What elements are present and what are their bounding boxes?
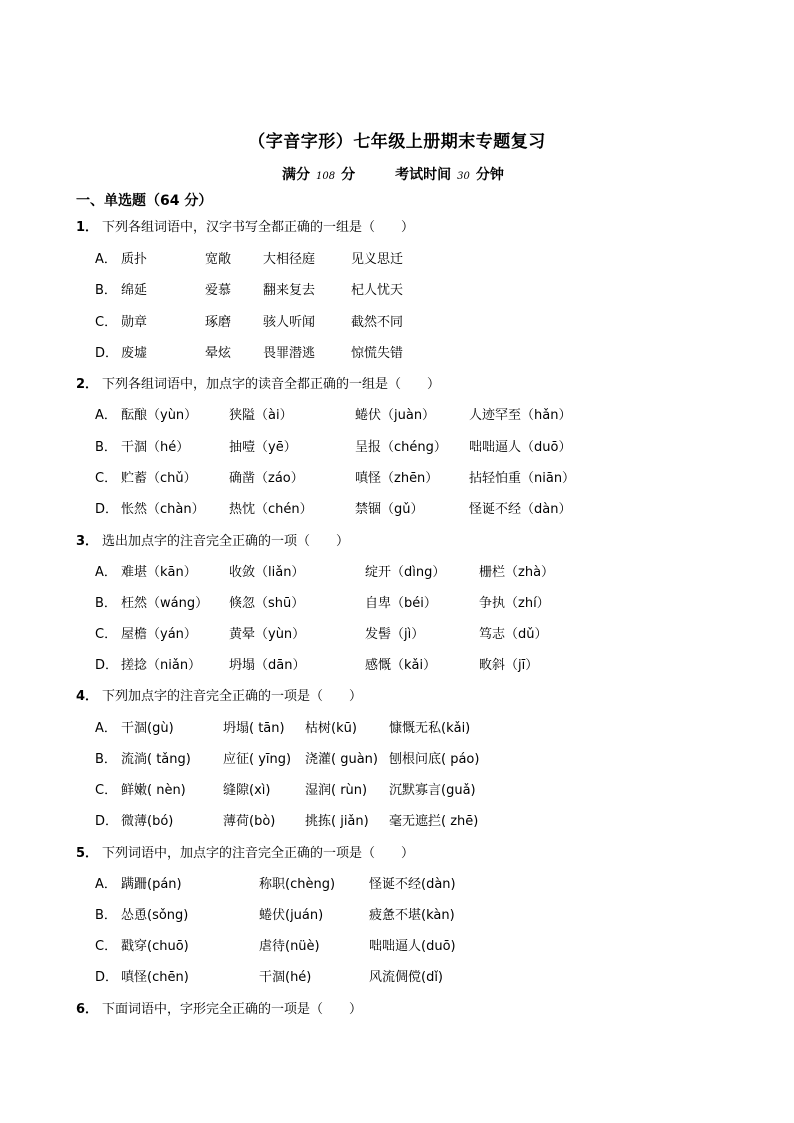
- question-2: [76, 373, 440, 392]
- option-item: 自卑（béi）: [365, 596, 437, 611]
- option-item: 嗔怪（zhēn）: [355, 471, 439, 486]
- question-number: 3．: [76, 534, 99, 549]
- option-item: 笃志（dǔ）: [479, 627, 548, 642]
- option-item: 蜷伏(juán): [259, 908, 324, 923]
- option-item: 疲惫不堪(kàn): [369, 908, 455, 923]
- option-item: 怪诞不经（dàn）: [469, 502, 572, 517]
- option-item: 虐待(nüè): [259, 939, 320, 954]
- option-item: 鲜嫩( nèn): [121, 783, 186, 798]
- option-item: 怂恿(sǒng): [121, 908, 189, 923]
- option-item: 挑拣( jiǎn): [305, 814, 369, 829]
- question-stem: 下列加点字的注音完全正确的一项是（ ）: [102, 689, 363, 704]
- option-label: A．: [95, 877, 117, 892]
- question-stem: 下列词语中，加点字的注音完全正确的一项是（ ）: [102, 846, 415, 861]
- question-stem: 下列各组词语中，加点字的读音全都正确的一组是（ ）: [102, 377, 441, 392]
- option-item: 应征( yīng): [223, 752, 292, 767]
- question-number: 5．: [76, 846, 99, 861]
- option-item: 毫无遮拦( zhē): [389, 814, 479, 829]
- option-item: 慷慨无私(kǎi): [389, 721, 471, 736]
- option-label: A．: [95, 721, 117, 736]
- option-label: D．: [95, 502, 119, 517]
- option-item: 确凿（záo）: [229, 471, 304, 486]
- option-item: 倏忽（shū）: [229, 596, 305, 611]
- option-label: C．: [95, 783, 118, 798]
- question-6: [76, 998, 362, 1017]
- option-label: C．: [95, 315, 118, 330]
- option-label: A．: [95, 408, 117, 423]
- option-item: 晕炫: [205, 346, 232, 361]
- option-item: 干涸（hé）: [121, 440, 190, 455]
- question-3: [76, 530, 349, 549]
- option-item: 绽开（dìng）: [365, 565, 446, 580]
- option-item: 刨根问底( páo): [389, 752, 480, 767]
- option-item: 呈报（chéng）: [355, 440, 447, 455]
- option-item: 蹒跚(pán): [121, 877, 182, 892]
- option-item: 酝酿（yùn）: [121, 408, 198, 423]
- option-item: 禁锢（gǔ）: [355, 502, 424, 517]
- option-label: D．: [95, 814, 119, 829]
- option-item: 风流倜傥(dǐ): [369, 970, 444, 985]
- option-label: B．: [95, 752, 117, 767]
- score-label: 满分: [282, 167, 310, 183]
- option-item: 热忱（chén）: [229, 502, 313, 517]
- question-1: [76, 216, 414, 235]
- option-item: 人迹罕至（hǎn）: [469, 408, 572, 423]
- option-item: 狭隘（ài）: [229, 408, 293, 423]
- option-item: 沉默寡言(guǎ): [389, 783, 476, 798]
- option-label: D．: [95, 346, 119, 361]
- option-item: 畏罪潜逃: [263, 346, 316, 361]
- option-item: 难堪（kān）: [121, 565, 197, 580]
- option-item: 截然不同: [351, 315, 404, 330]
- option-item: 翻来复去: [263, 283, 316, 298]
- option-item: 质扑: [121, 252, 148, 267]
- option-item: 发髻（jì）: [365, 627, 425, 642]
- question-stem: 下列各组词语中，汉字书写全都正确的一组是（ ）: [102, 220, 415, 235]
- option-label: C．: [95, 627, 118, 642]
- time-unit: 分钟: [475, 167, 504, 183]
- question-stem: 下面词语中，字形完全正确的一项是（ ）: [102, 1002, 363, 1017]
- option-item: 勋章: [121, 315, 148, 330]
- option-item: 废墟: [121, 346, 148, 361]
- option-item: 浇灌( guàn): [305, 752, 378, 767]
- option-label: C．: [95, 471, 118, 486]
- option-item: 抽噎（yē）: [229, 440, 297, 455]
- option-item: 咄咄逼人（duō）: [469, 440, 572, 455]
- option-item: 黄晕（yùn）: [229, 627, 306, 642]
- option-item: 缝隙(xì): [223, 783, 271, 798]
- option-item: 栅栏（zhà）: [479, 565, 555, 580]
- option-item: 绵延: [121, 283, 148, 298]
- option-label: A．: [95, 565, 117, 580]
- option-label: B．: [95, 908, 117, 923]
- section-title: 一、单选题（64 分）: [76, 193, 213, 209]
- option-item: 咄咄逼人(duō): [369, 939, 456, 954]
- option-item: 宽敞: [205, 252, 232, 267]
- option-item: 干涸(hé): [259, 970, 312, 985]
- option-label: A．: [95, 252, 117, 267]
- question-number: 6．: [76, 1002, 99, 1017]
- option-item: 干涸(gù): [121, 721, 174, 736]
- option-item: 爱慕: [205, 283, 232, 298]
- option-label: B．: [95, 440, 117, 455]
- option-label: C．: [95, 939, 118, 954]
- option-item: 杞人忧天: [351, 283, 404, 298]
- option-item: 嗔怪(chēn): [121, 970, 189, 985]
- option-item: 琢磨: [205, 315, 232, 330]
- question-number: 1．: [76, 220, 99, 235]
- option-item: 惊慌失错: [351, 346, 404, 361]
- exam-info: [282, 164, 504, 184]
- score-unit: 分: [341, 167, 356, 183]
- option-item: 坍塌（dān）: [229, 658, 306, 673]
- option-item: 怪诞不经(dàn): [369, 877, 456, 892]
- question-5: [76, 842, 414, 861]
- option-item: 争执（zhí）: [479, 596, 550, 611]
- option-item: 戳穿(chuō): [121, 939, 189, 954]
- option-item: 屋檐（yán）: [121, 627, 197, 642]
- option-item: 微薄(bó): [121, 814, 174, 829]
- option-item: 畋斜（jī）: [479, 658, 539, 673]
- question-number: 2．: [76, 377, 99, 392]
- option-item: 坍塌( tān): [223, 721, 285, 736]
- question-number: 4．: [76, 689, 99, 704]
- time-label: 考试时间: [395, 167, 452, 183]
- question-stem: 选出加点字的注音完全正确的一项（ ）: [102, 534, 350, 549]
- option-item: 收敛（liǎn）: [229, 565, 305, 580]
- option-item: 贮蓄（chǔ）: [121, 471, 197, 486]
- time-value: 30: [457, 171, 470, 182]
- option-item: 薄荷(bò): [223, 814, 276, 829]
- option-label: D．: [95, 658, 119, 673]
- option-label: B．: [95, 283, 117, 298]
- option-item: 称职(chèng): [259, 877, 336, 892]
- question-4: [76, 685, 362, 704]
- option-label: D．: [95, 970, 119, 985]
- page-title: （字音字形）七年级上册期末专题复习: [248, 132, 546, 152]
- option-item: 枯树(kū): [305, 721, 357, 736]
- option-item: 见义思迁: [351, 252, 404, 267]
- option-label: B．: [95, 596, 117, 611]
- score-value: 108: [316, 171, 336, 182]
- option-item: 骇人听闻: [263, 315, 316, 330]
- option-item: 感慨（kǎi）: [365, 658, 437, 673]
- option-item: 蜷伏（juàn）: [355, 408, 436, 423]
- option-item: 搓捻（niǎn）: [121, 658, 202, 673]
- option-item: 怅然（chàn）: [121, 502, 205, 517]
- option-item: 大相径庭: [263, 252, 316, 267]
- option-item: 流淌( tǎng): [121, 752, 191, 767]
- option-item: 枉然（wáng）: [121, 596, 209, 611]
- option-item: 拈轻怕重（niān）: [469, 471, 576, 486]
- option-item: 湿润( rùn): [305, 783, 368, 798]
